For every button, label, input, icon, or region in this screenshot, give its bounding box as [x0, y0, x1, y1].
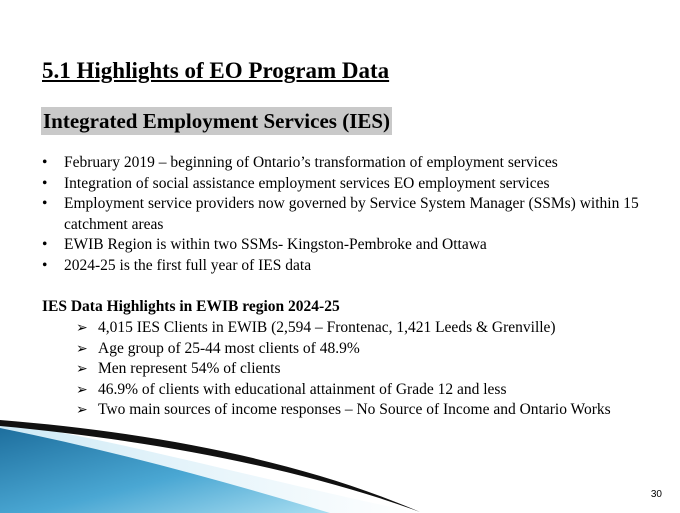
highlight-item	[76, 359, 611, 380]
slide-title: 5.1 Highlights of EO Program Data	[42, 58, 390, 83]
bullet-item	[42, 153, 662, 174]
bullet-list	[42, 153, 662, 276]
highlights-list	[76, 318, 611, 421]
bullet-item	[42, 256, 662, 277]
section-heading: Integrated Employment Services (IES)	[43, 109, 391, 133]
bullet-item	[42, 174, 662, 195]
bullet-text: Employment service providers now governed by Service System Manager (SSMs) within 15 catchment areas	[64, 195, 639, 233]
bullet-icon: •	[42, 236, 48, 253]
bullet-icon: •	[42, 256, 48, 274]
highlight-text: 4,015 IES Clients in EWIB (2,594 – Frontenac, 1,421 Leeds & Grenville)	[98, 319, 556, 336]
highlight-text: Age group of 25-44 most clients of 48.9%	[98, 339, 360, 357]
highlight-text: Two main sources of income responses – No Source of Income and Ontario Works	[98, 401, 611, 418]
arrow-bullet-icon: ➢	[76, 361, 88, 377]
bullet-item	[42, 194, 662, 235]
arrow-bullet-icon: ➢	[76, 381, 88, 398]
arrow-bullet-icon: ➢	[76, 402, 88, 418]
highlights-heading: IES Data Highlights in EWIB region 2024-25	[42, 298, 340, 315]
bullet-text: February 2019 – beginning of Ontario’s transformation of employment services	[64, 154, 558, 171]
page-number: 30	[650, 489, 662, 500]
highlight-text: Men represent 54% of clients	[98, 360, 281, 377]
bullet-icon: •	[42, 195, 48, 212]
highlight-item	[76, 380, 611, 401]
bullet-icon: •	[42, 174, 48, 192]
bullet-text: EWIB Region is within two SSMs- Kingston-Pembroke and Ottawa	[64, 236, 487, 253]
arrow-bullet-icon: ➢	[76, 320, 88, 336]
arrow-bullet-icon: ➢	[76, 340, 88, 357]
bullet-item	[42, 235, 662, 256]
highlight-item	[76, 400, 611, 421]
bullet-icon: •	[42, 154, 48, 171]
decorative-swoosh	[0, 420, 680, 513]
bullet-text: Integration of social assistance employment services EO employment services	[64, 174, 550, 192]
highlight-item	[76, 318, 611, 339]
highlight-text: 46.9% of clients with educational attainment of Grade 12 and less	[98, 380, 507, 398]
highlight-item	[76, 339, 611, 360]
bullet-text: 2024-25 is the first full year of IES data	[64, 256, 312, 274]
